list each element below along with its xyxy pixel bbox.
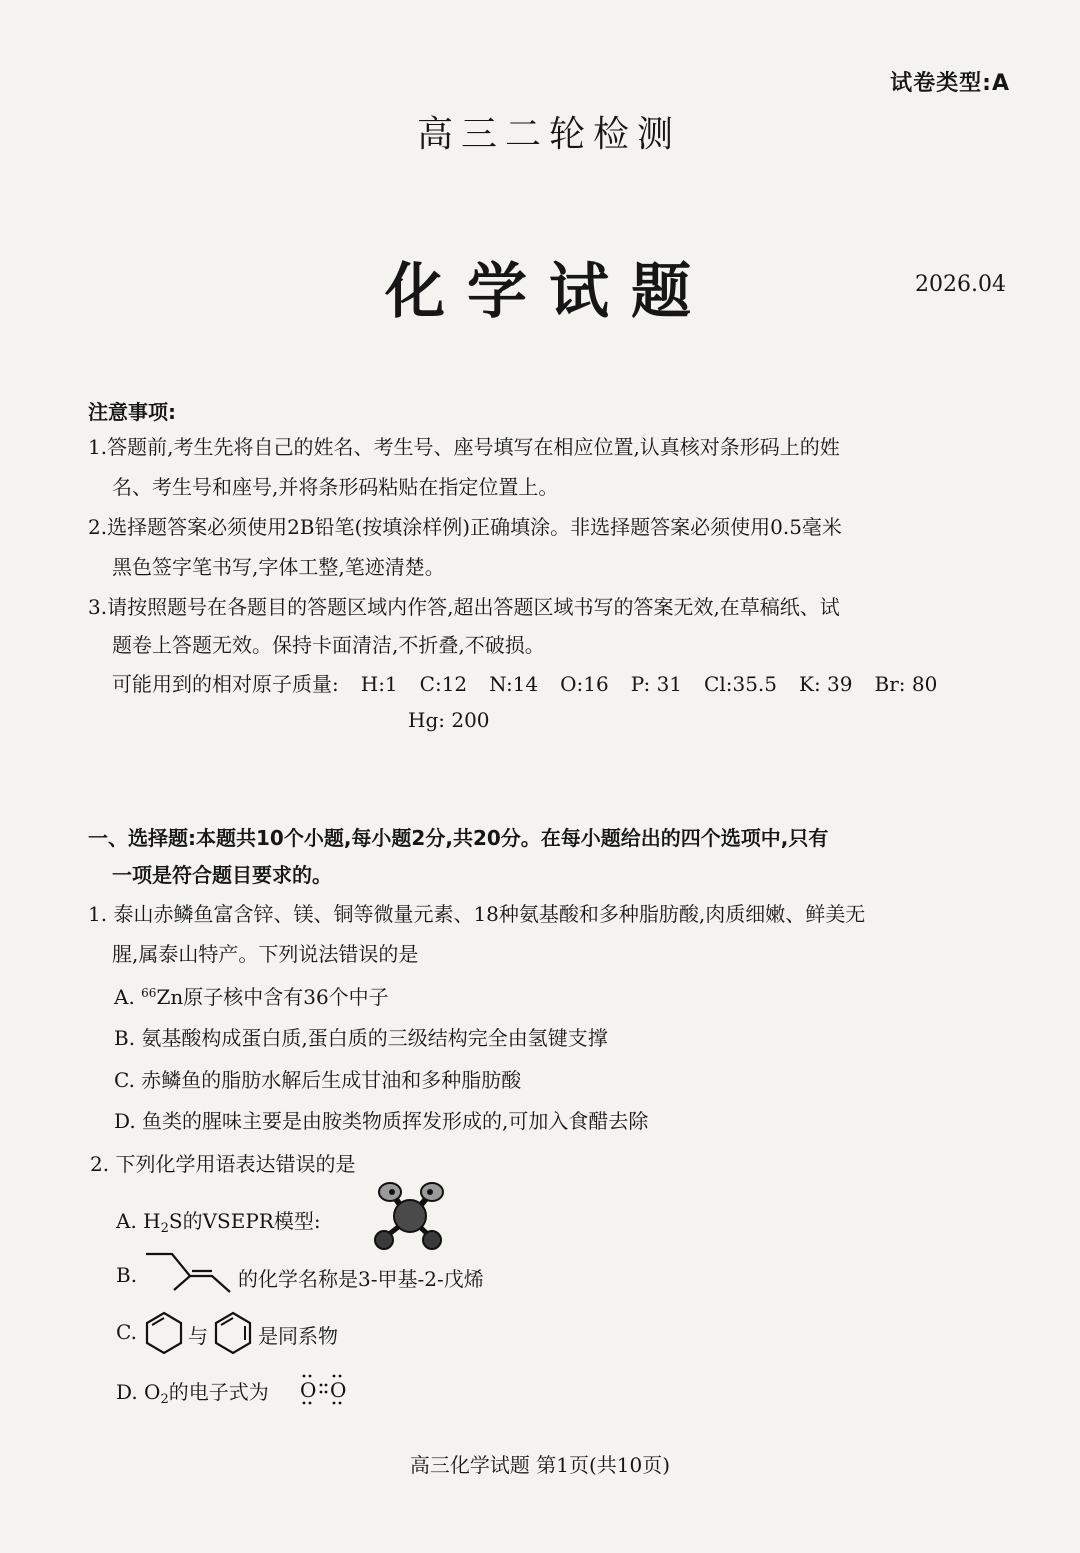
question-1-option-c: C. 赤鳞鱼的脂肪水解后生成甘油和多种脂肪酸 <box>114 1068 522 1092</box>
question-2-option-b-text: 的化学名称是3-甲基-2-戊烯 <box>238 1267 484 1291</box>
mass-hg: Hg: 200 <box>408 708 490 732</box>
paper-type-label: 试卷类型:A <box>890 71 1010 96</box>
question-1-stem-line-1: 1. 泰山赤鳞鱼富含锌、镁、铜等微量元素、18种氨基酸和多种脂肪酸,肉质细嫩、鲜美无 <box>88 902 866 926</box>
notice-item-3-line-2: 题卷上答题无效。保持卡面清洁,不折叠,不破损。 <box>112 633 545 657</box>
question-1-option-a: A. $^{66}$Zn原子核中含有36个中子 <box>114 985 389 1009</box>
section-heading-line-2: 一项是符合题目要求的。 <box>112 863 332 887</box>
cyclohexene-ring-icon <box>144 1310 184 1356</box>
mass-p: P: 31 <box>630 672 683 696</box>
question-2-option-c-conjunction: 与 <box>188 1324 208 1348</box>
alkene-structure-icon <box>142 1246 234 1294</box>
question-2-option-c-letter: C. <box>116 1320 137 1344</box>
atomic-masses <box>112 668 937 697</box>
vsepr-model-icon <box>372 1180 448 1252</box>
notice-item-2-line-1: 2.选择题答案必须使用2B铅笔(按填涂样例)正确填涂。非选择题答案必须使用0.5毫米 <box>88 515 842 539</box>
mass-n: N:14 <box>489 672 539 696</box>
notice-item-1-line-2: 名、考生号和座号,并将条形码粘贴在指定位置上。 <box>112 475 559 499</box>
notice-heading: 注意事项: <box>88 400 176 424</box>
notice-item-2-line-2: 黑色签字笔书写,字体工整,笔迹清楚。 <box>112 555 445 579</box>
question-2-option-a: A. $H_2S$的VSEPR模型: <box>116 1209 321 1236</box>
notice-item-3-line-1: 3.请按照题号在各题目的答题区域内作答,超出答题区域书写的答案无效,在草稿纸、试 <box>88 595 840 619</box>
electron-formula-icon <box>298 1370 350 1406</box>
page-footer: 高三化学试题 第1页(共10页) <box>409 1453 671 1477</box>
cyclohexadiene-ring-icon <box>213 1310 253 1356</box>
question-2-option-d: D. $O_2$的电子式为 <box>116 1380 269 1407</box>
notice-item-1-line-1: 1.答题前,考生先将自己的姓名、考生号、座号填写在相应位置,认真核对条形码上的姓 <box>88 435 840 459</box>
electron-formula-right-atom: O <box>330 1378 347 1402</box>
question-1-option-b: B. 氨基酸构成蛋白质,蛋白质的三级结构完全由氢键支撑 <box>114 1026 608 1050</box>
mass-br: Br: 80 <box>874 672 938 696</box>
mass-o: O:16 <box>560 672 609 696</box>
question-2-stem: 2. 下列化学用语表达错误的是 <box>90 1152 356 1176</box>
mass-c: C:12 <box>419 672 468 696</box>
exam-title: 化学试题 <box>385 257 713 327</box>
mass-cl: Cl:35.5 <box>704 672 777 696</box>
section-heading-line-1: 一、选择题:本题共10个小题,每小题2分,共20分。在每小题给出的四个选项中,只有 <box>88 826 829 850</box>
mass-h: H:1 <box>360 672 398 696</box>
question-2-option-c-text: 是同系物 <box>258 1324 338 1348</box>
isotope-mass-number: 66 <box>141 986 157 1000</box>
mass-k: K: 39 <box>799 672 853 696</box>
question-1-option-d: D. 鱼类的腥味主要是由胺类物质挥发形成的,可加入食醋去除 <box>114 1109 649 1133</box>
electron-formula-left-atom: O <box>300 1378 317 1402</box>
exam-date: 2026.04 <box>915 272 1006 297</box>
atomic-masses-label: 可能用到的相对原子质量: <box>112 672 339 696</box>
question-1-stem-line-2: 腥,属泰山特产。下列说法错误的是 <box>112 942 419 966</box>
question-2-option-b-letter: B. <box>116 1263 138 1287</box>
exam-round-title: 高三二轮检测 <box>416 114 681 155</box>
